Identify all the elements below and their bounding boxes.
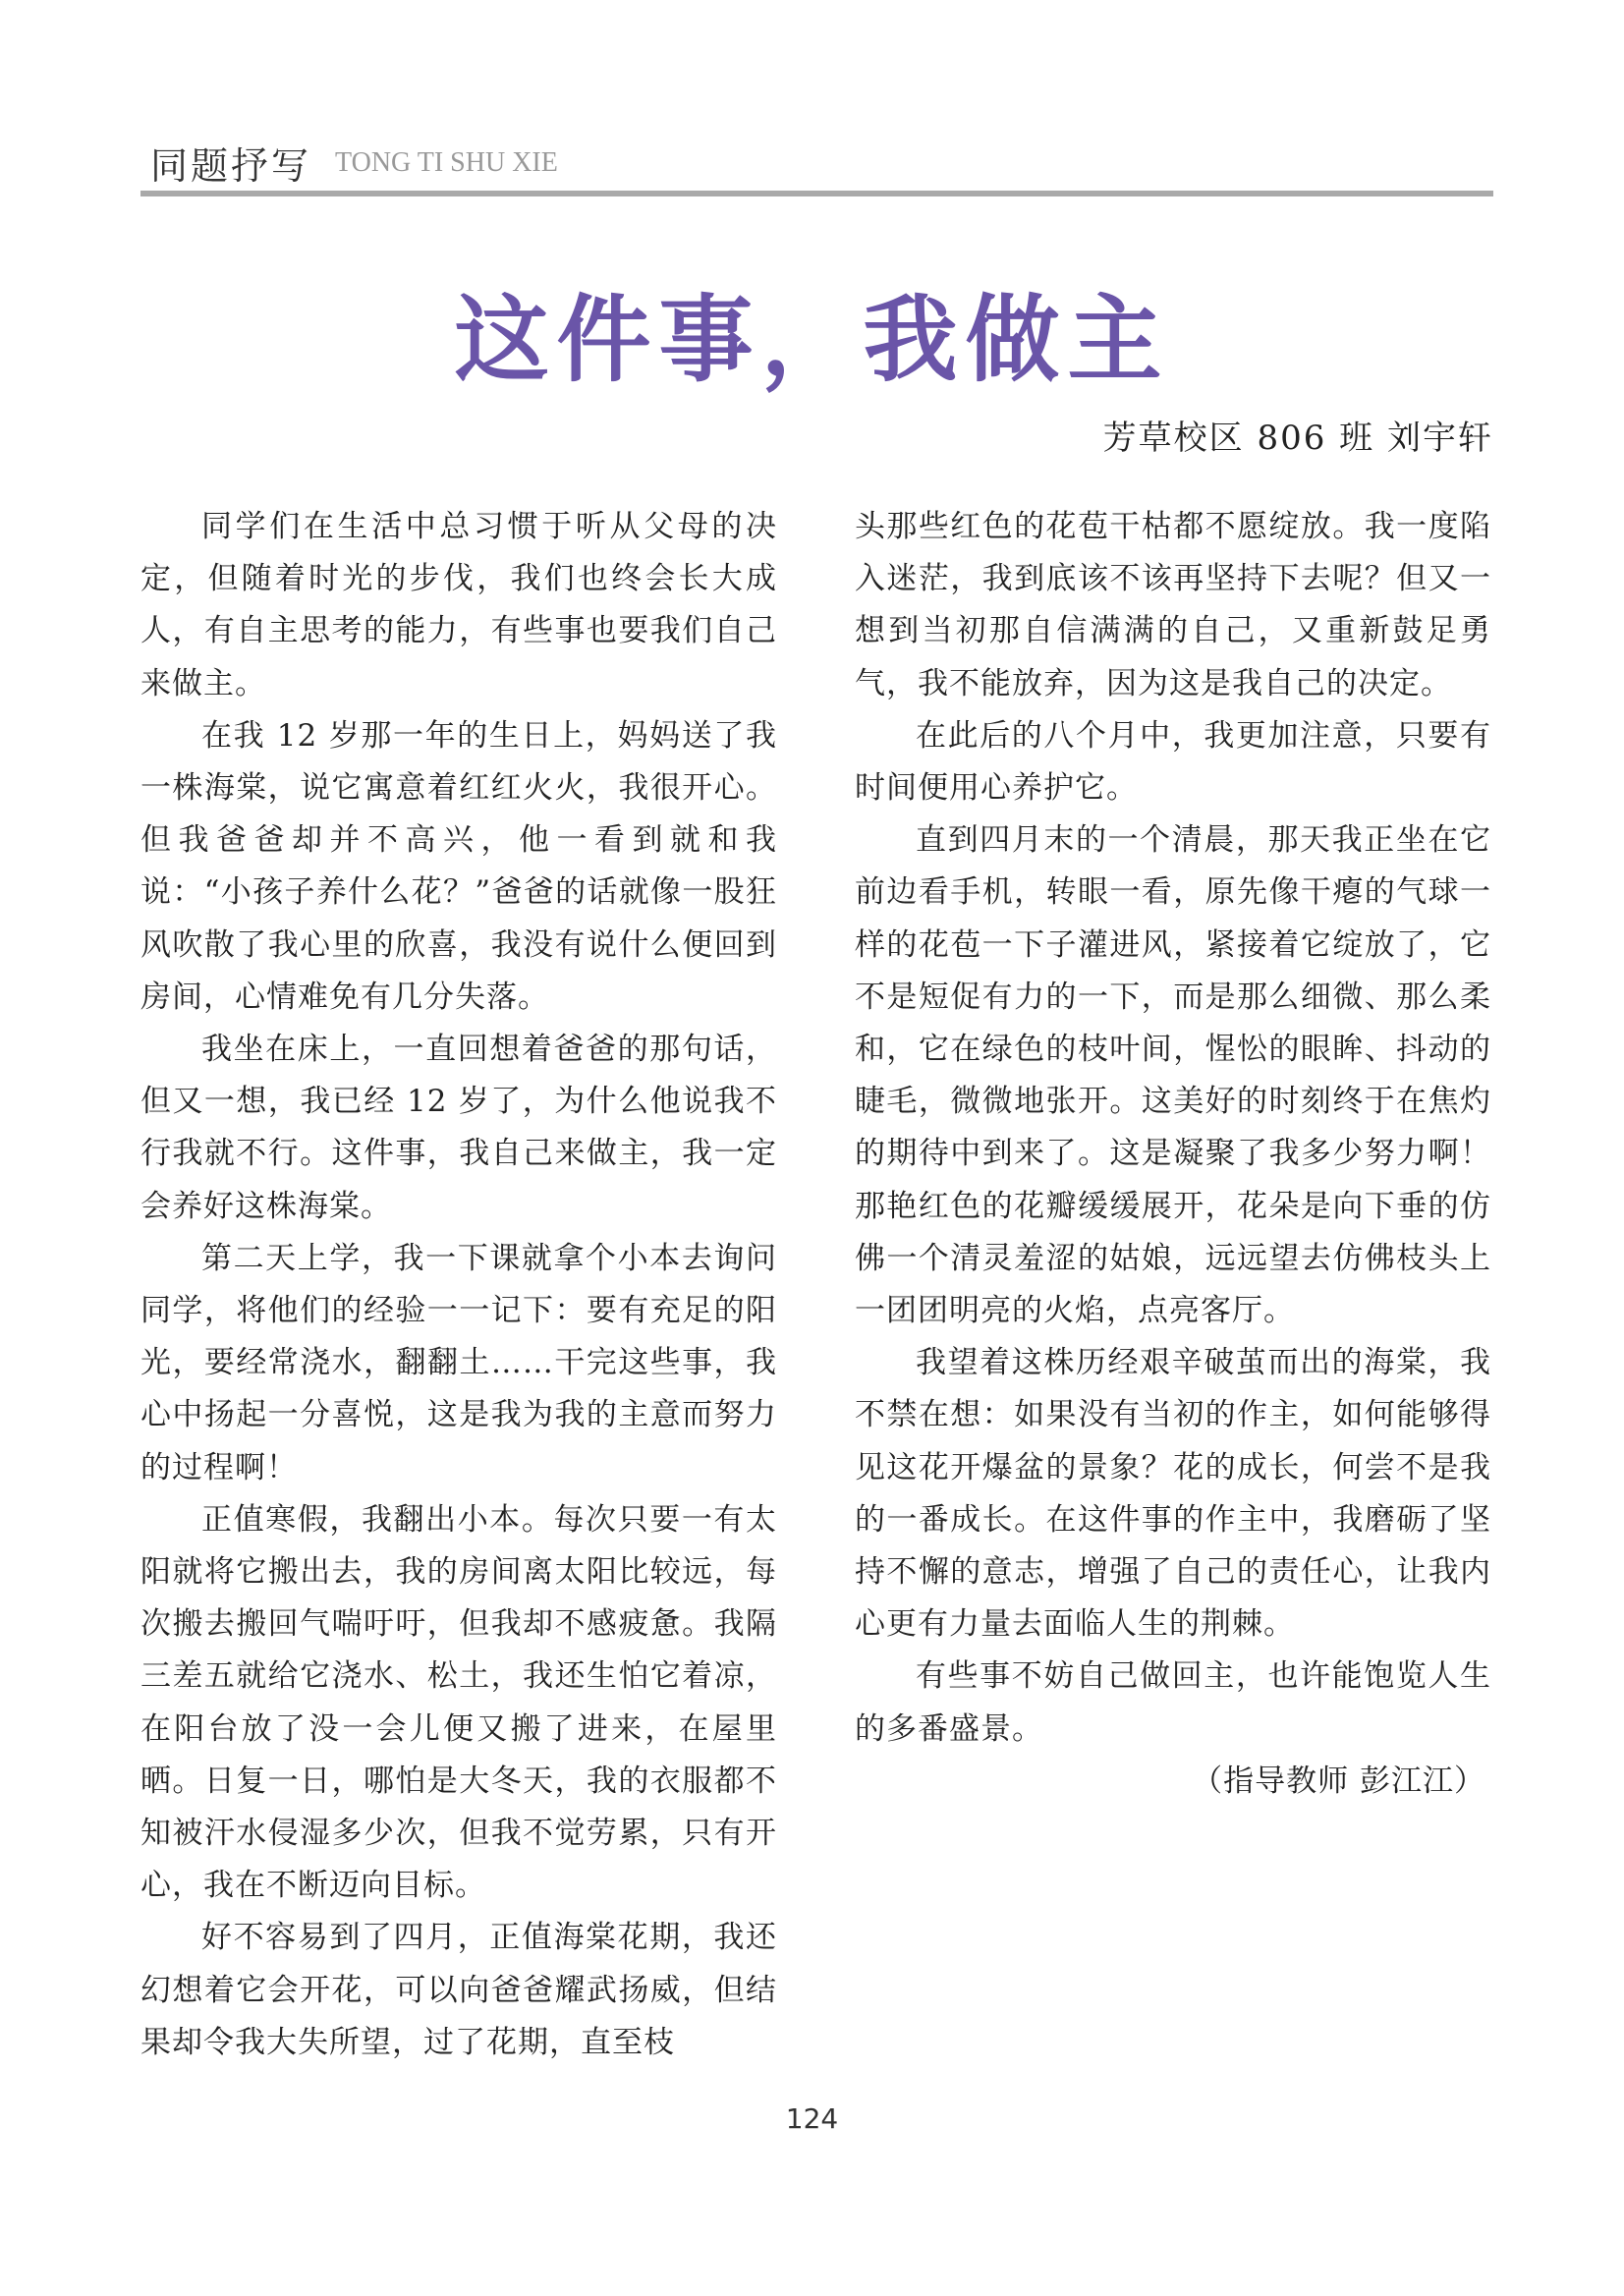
paragraph: 好不容易到了四月，正值海棠花期，我还幻想着它会开花，可以向爸爸耀武扬威，但结果却令我大失所望，过了花期，直至枝	[140, 1920, 777, 2060]
paragraph: 我坐在床上，一直回想着爸爸的那句话，但又一想，我已经 12 岁了，为什么他说我不行我就不行。这件事，我自己来做主，我一定会养好这株海棠。	[140, 1032, 777, 1224]
paragraph: 第二天上学，我一下课就拿个小本去询问同学，将他们的经验一一记下：要有充足的阳光，要经常浇水，翻翻土……干完这些事，我心中扬起一分喜悦，这是我为我的主意而努力的过程啊！	[140, 1240, 777, 1485]
teacher-credit: （指导教师 彭江江）	[1192, 1763, 1485, 1799]
paragraph: 有些事不妨自己做回主，也许能饱览人生的多番盛景。	[855, 1658, 1491, 1747]
article-byline: 芳草校区 806 班 刘宇轩	[1102, 419, 1493, 458]
left-column	[140, 501, 777, 2069]
header-divider	[140, 191, 1493, 196]
article-title: 这件事，我做主	[454, 285, 1170, 395]
page-number: 124	[785, 2102, 839, 2135]
paragraph: 正值寒假，我翻出小本。每次只要一有太阳就将它搬出去，我的房间离太阳比较远，每次搬去搬回气喘吁吁，但我却不感疲惫。我隔三差五就给它浇水、松土，我还生怕它着凉，在阳台放了没一会儿便又搬了进来，在屋里晒。日复一日，哪怕是大冬天，我的衣服都不知被汗水侵湿多少次，但我不觉劳累，只有开心，我在不断迈向目标。	[140, 1501, 777, 1904]
paragraph: 直到四月末的一个清晨，那天我正坐在它前边看手机，转眼一看，原先像干瘪的气球一样的花苞一下子灌进风，紧接着它绽放了，它不是短促有力的一下，而是那么细微、那么柔和，它在绿色的枝叶间，惺忪的眼眸、抖动的睫毛，微微地张开。这美好的时刻终于在焦灼的期待中到来了。这是凝聚了我多少努力啊！那艳红色的花瓣缓缓展开，花朵是向下垂的仿佛一个清灵羞涩的姑娘，远远望去仿佛枝头上一团团明亮的火焰，点亮客厅。	[855, 822, 1491, 1329]
paragraph: 我望着这株历经艰辛破茧而出的海棠，我不禁在想：如果没有当初的作主，如何能够得见这花开爆盆的景象？花的成长，何尝不是我的一番成长。在这件事的作主中，我磨砺了坚持不懈的意志，增强了自己的责任心，让我内心更有力量去面临人生的荆棘。	[855, 1345, 1491, 1643]
paragraph: 同学们在生活中总习惯于听从父母的决定，但随着时光的步伐，我们也终会长大成人，有自主思考的能力，有些事也要我们自己来做主。	[140, 509, 777, 701]
section-title-cn: 同题抒写	[150, 144, 312, 188]
paragraph: 在此后的八个月中，我更加注意，只要有时间便用心养护它。	[855, 717, 1491, 807]
section-title-en: TONG TI SHU XIE	[335, 147, 558, 178]
paragraph-continued: 头那些红色的花苞干枯都不愿绽放。我一度陷入迷茫，我到底该不该再坚持下去呢？但又一想到当初那自信满满的自己，又重新鼓足勇气，我不能放弃，因为这是我自己的决定。	[855, 509, 1491, 701]
section-header	[140, 136, 1493, 195]
paragraph: 在我 12 岁那一年的生日上，妈妈送了我一株海棠，说它寓意着红红火火，我很开心。但我爸爸却并不高兴，他一看到就和我说：“小孩子养什么花？”爸爸的话就像一股狂风吹散了我心里的欣喜，我没有说什么便回到房间，心情难免有几分失落。	[140, 717, 777, 1015]
right-column	[855, 501, 1491, 1808]
